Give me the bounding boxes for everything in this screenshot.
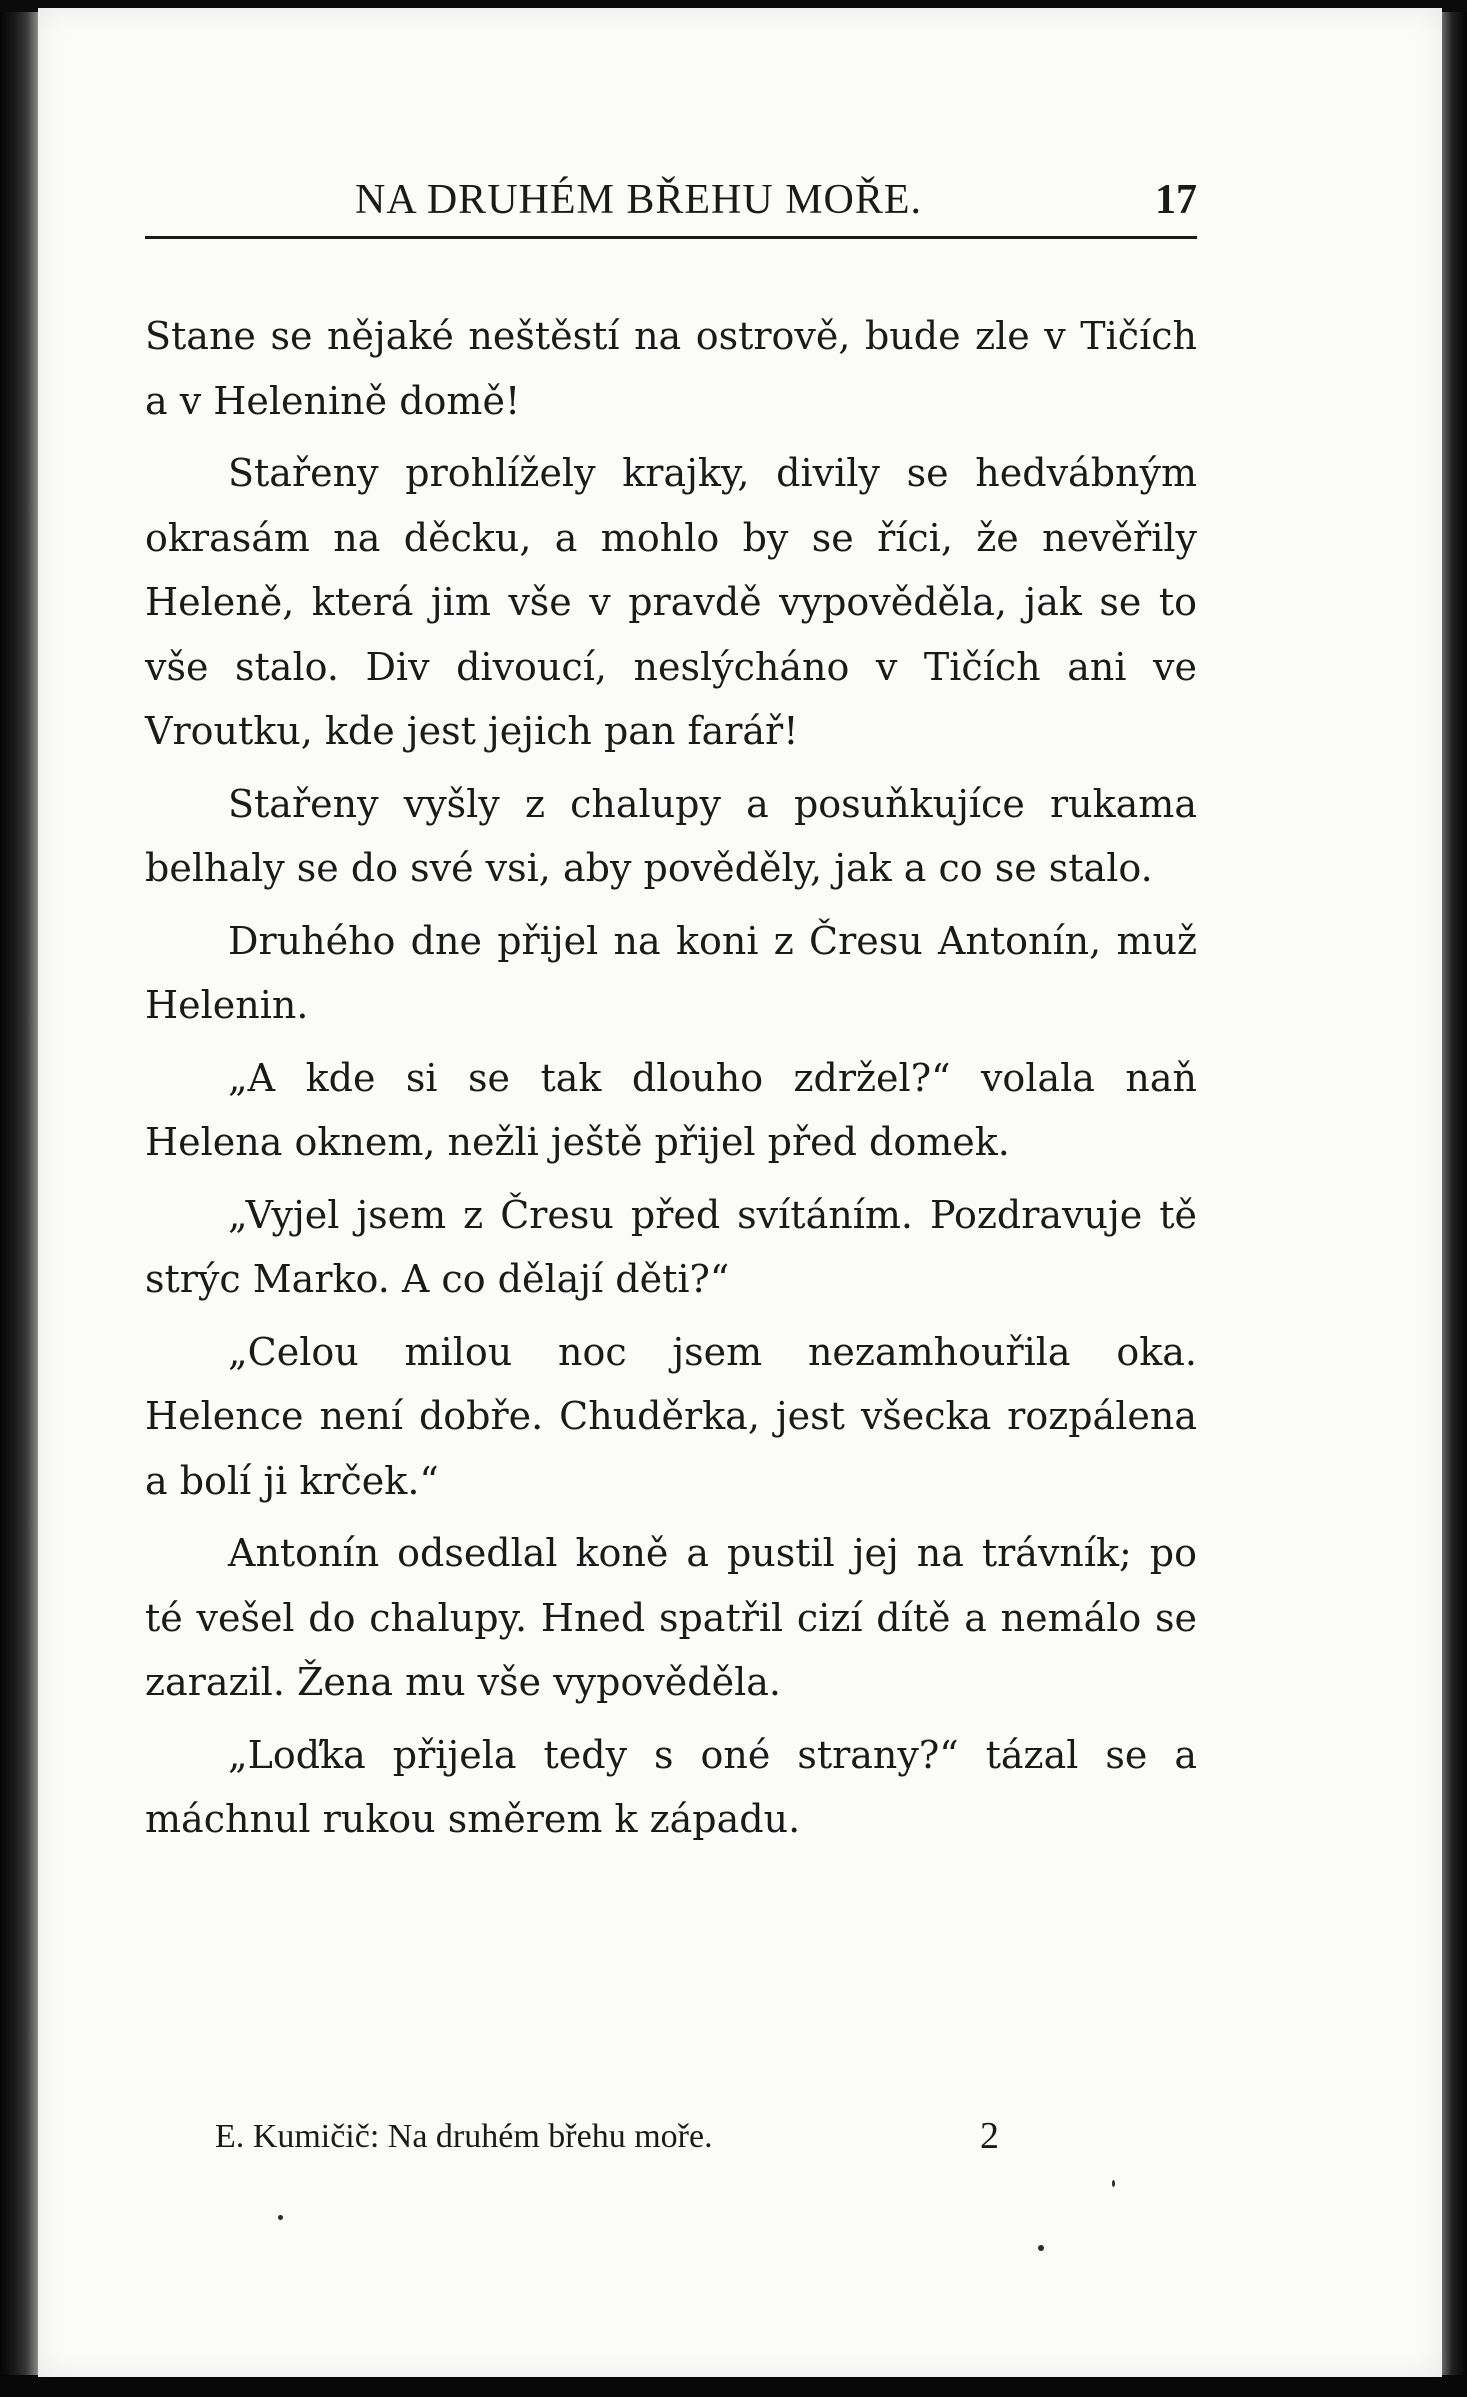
scan-right-edge — [1442, 0, 1467, 2397]
signature-mark: E. Kumičič: Na druhém břehu moře. — [215, 2118, 713, 2155]
scan-bottom-edge — [0, 2375, 1467, 2397]
paragraph-6: „Vyjel jsem z Čresu před svítáním. Pozdravuje tě strýc Marko. A co dělají děti?“ — [145, 1192, 1197, 1301]
paragraph-7: „Celou milou noc jsem nezamhouřila oka. Helence není dobře. Chuděrka, jest všecka rozpálena a bolí ji krček.“ — [145, 1329, 1197, 1503]
scan-left-edge — [0, 0, 38, 2397]
paragraph-5: „A kde si se tak dlouho zdržel?“ volala naň Helena oknem, nežli ještě přijel před domek. — [145, 1055, 1197, 1164]
body-text — [145, 304, 1197, 1860]
running-title: NA DRUHÉM BŘEHU MOŘE. — [355, 177, 923, 223]
paragraph-4: Druhého dne přijel na koni z Čresu Antonín, muž Helenin. — [145, 918, 1197, 1027]
page-number: 17 — [1155, 177, 1197, 223]
page-header — [145, 176, 1197, 239]
paragraph-3: Stařeny vyšly z chalupy a posuňkujíce rukama belhaly se do své vsi, aby pověděly, jak a co se stalo. — [145, 781, 1197, 890]
paragraph-8: Antonín odsedlal koně a pustil jej na trávník; po té vešel do chalupy. Hned spatřil cizí dítě a nemálo se zarazil. Žena mu vše vypověděla. — [145, 1531, 1197, 1704]
sheet-number: 2 — [980, 2115, 999, 2157]
paragraph-2: Stařeny prohlížely krajky, divily se hedvábným okrasám na děcku, a mohlo by se říci, že nevěřily Heleně, která jim vše v pravdě vypověděla, jak se to vše stalo. Div divoucí, neslýcháno v Tičích ani ve Vroutku, kde jest jejich pan farář! — [145, 451, 1197, 753]
scan-speck — [278, 2215, 283, 2220]
scan-speck — [1112, 2180, 1115, 2187]
page-footer — [215, 2115, 1015, 2168]
paragraph-1: Stane se nějaké neštěstí na ostrově, bude zle v Tičích a v Helenině domě! — [145, 314, 1197, 423]
scan-speck — [1038, 2245, 1044, 2251]
paragraph-9: „Loďka přijela tedy s oné strany?“ tázal se a máchnul rukou směrem k západu. — [145, 1732, 1197, 1841]
